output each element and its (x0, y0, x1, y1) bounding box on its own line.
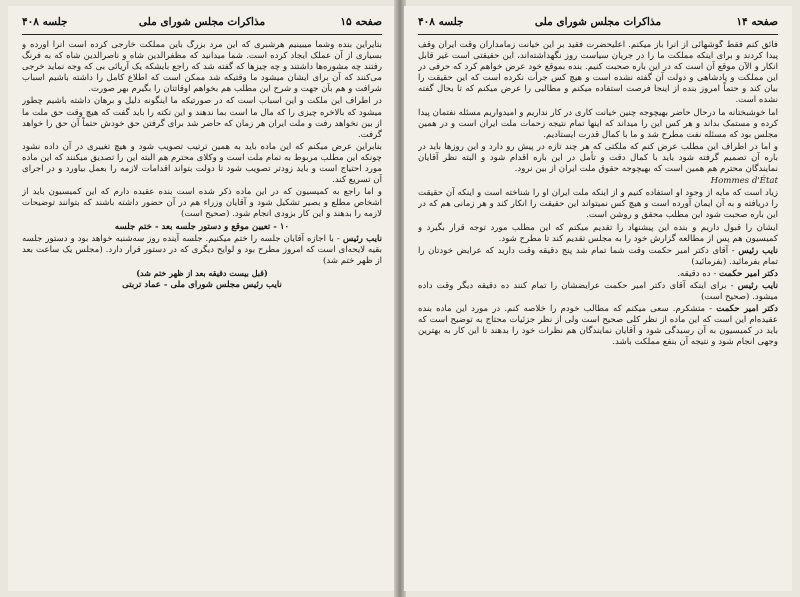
left-page-body (22, 40, 382, 581)
right-speaker-3: نایب رئیس (737, 280, 778, 291)
left-closing-paragraph (22, 234, 382, 267)
left-signature: نایب رئیس مجلس شورای ملی - عماد تربتی (122, 279, 282, 290)
right-speech-1-text: - آقای دکتر امیر حکمت وقت شما تمام شد پنج دقیقه وقت دارید که عرایض خودتان را تمام بفرمائید. (بفرمائید) (418, 245, 778, 267)
left-section-title: ۱۰ - تعیین موقع و دستور جلسه بعد - ختم جلسه (114, 221, 290, 232)
right-paragraph: و اما در اطراف این مطلب عرض کنم که ملکتی که هر چند تازه در پیش رو دارد و این روزها باید در باره آن تصمیم گرفته شود باید با کمال دقت و تأمل در این باره اقدام شود و البته نظر آقایان نمایندگان محترم هم همین است که بهیچوجه حقوق ملت ایران از بین نرود. (418, 141, 778, 175)
right-page (404, 6, 792, 591)
right-foreign-term: Hommes d'État (710, 176, 778, 187)
left-closing-note: (قبل بیست دقیقه بعد از ظهر ختم شد) (136, 267, 268, 278)
left-page-number: صفحه ۱۵ (340, 16, 382, 28)
left-page-header (22, 16, 382, 30)
right-page-session: جلسه ۴۰۸ (418, 16, 464, 28)
left-page-running-title: مذاکرات مجلس شورای ملی (138, 16, 266, 28)
left-paragraph: بتایراین بنده وشما میبینیم هرشبری که این مرد بزرگ باین مملکت خارجی کرده است آنرا آورده و بسیاری از آن عملک ایجاد کرده است. شما میدانید که مظفرالدین شاه و ناصرالدین شاه که به فرنگ رفتند چه مشوره‌ها داشتند و چه چیزها که گفته شد که راجع بایشکه یک آریائی بی که وجه نماید خرجی می‌کنند که آن برای ایشان میشود ما وقتیکه شد ممکن است که اطلاع کامل را داشته باشیم اسباب شرافت و هم بآن جهت و شرح این مطلب هم بخواهم اوقاتتان را بگیرم بهر صورت. (22, 40, 382, 95)
right-speaker-1: نایب رئیس (738, 245, 778, 256)
right-paragraph: اما خوشبختانه ما درحال حاضر بهیچوجه چنین خیانت کاری در کار نداریم و امیدواریم مسئله نفتمان پیدا کرده و مستمک بداند و هر کس این را میداند که اینها تمام نتیجه زحمات ملت ایران است و در همین مجلس بود که مسئله نفت مطرح شد و ما با کمال قدرت ایستادیم. (418, 107, 778, 140)
left-header-rule (22, 34, 382, 35)
right-speaker-2: دکتر امیر حکمت (718, 268, 778, 279)
right-speaker-4: دکتر امیر حکمت (716, 304, 778, 315)
right-paragraph: زیاد است که مایه از وجود او استفاده کنیم و از اینکه ملت ایران او را شناخته است و اینکه آن حقیقت را دریافته و به آن ایمان آورده است و هیچ کس نمیتواند این حقیقت را انکار کند و هر زمانی هم که در این باره صحبت شود این مطلب محقق و روشن است. (418, 188, 778, 221)
right-foreign-term-line (418, 176, 778, 187)
right-paragraph: ایشان را قبول داریم و بنده این پیشنهاد را تقدیم میکنم که این مطلب مورد توجه قرار بگیرد و کمیسیون هم پس از مطالعه گزارش خود را به مجلس تقدیم کند تا مطرح شود. (418, 222, 778, 244)
right-page-running-title: مذاکرات مجلس شورای ملی (534, 16, 662, 28)
right-speech-3 (418, 281, 778, 303)
right-page-body (418, 40, 778, 581)
right-speech-3-text: - برای اینکه آقای دکتر امیر حکمت عرایضشان را تمام کنند ده دقیقه دیگر وقت داده میشود. (صحیح است) (418, 280, 778, 303)
right-speech-2 (418, 269, 778, 280)
left-paragraph: و اما راجع به کمیسیون که در این ماده ذکر شده است بنده عقیده دارم که این کمیسیون باید از اشخاص مطلع و بصیر تشکیل شود و آقایان وزراء هم در آن حضور داشته باشند که بتوانند توضیحات لازمه را بدهند و این کار بزودی انجام شود. (صحیح است) (22, 187, 382, 220)
left-page (8, 6, 396, 591)
right-speech-4 (418, 304, 778, 348)
right-speech-1 (418, 246, 778, 268)
right-paragraph: فائق کنم فقط گوشهائی از آنرا باز میکنم. اعلیحضرت فقید بر این خیانت زمامداران وقت ایران وقف پیدا کردند و برای اینکه مملکت ما را در جریان سیاست روز نگهداشته‌اند، این حقیقتی است غیر قابل انکار و الآن موقع آن است که در این باره صحبت کنیم. بنده بموقع خود عرض خواهم کرد که حرفی در این مملکت و پادشاهی و دولت آن گفته نشده است و هیچ کس جرأت نکرده است که این حقیقت را بیان کند و حتماً امروز بنده از اینجا فرصت استفاده میکنم و مطالبی را عرض میکنم که تا بحال گفته نشده است. (418, 40, 778, 106)
right-page-number: صفحه ۱۴ (736, 16, 778, 28)
right-header-rule (418, 34, 778, 35)
left-paragraph: بنابراین عرض میکنم که این ماده باید به همین ترتیب تصویب شود و هیچ تغییری در آن داده نشود چونکه این مطلب مربوط به تمام ملت است و وکلای محترم هم البته این را تصدیق میکنند که این ماده مورد احتیاج است و باید زودتر تصویب شود تا دولت بتواند اقدامات لازمه را بعمل بیاورد و در اجرای آن تسریع کند. (22, 141, 382, 186)
right-page-header (418, 16, 778, 30)
right-speech-4-text: - متشکرم. سعی میکنم که مطالب خودم را خلاصه کنم. در مورد این ماده بنده عقیده‌ام این است که این ماده از نظر کلی صحیح است ولی از نظر جزئیات محتاج به توضیح است که باید در کمیسیون به آن رسیدگی شود و آقایان نمایندگان هم نظرات خود را بدهند تا این کار به بهترین وجهی انجام شود و نتیجه آن بنفع مملکت باشد. (418, 304, 778, 348)
left-paragraph: در اطراف این ملکت و این اسباب است که در صورتیکه ما اینگونه دلیل و برهان داشته باشیم چطور میشود که بالاخره چیزی را که مال ما است بما ندهند و این نکته را باید گفت که هیچ وقت حق ملت ما از بین نخواهد رفت و ملت ایران هر زمان که حاضر شد برای گرفتن حق خودش حتماً آن حق را خواهد گرفت. (22, 96, 382, 140)
right-speech-2-text: - ده دقیقه. (677, 268, 717, 279)
left-closing-text: - با اجازه آقایان جلسه را ختم میکنیم. جلسه آینده روز سه‌شنبه خواهد بود و دستور جلسه بقیه لایحه‌ای است که امروز مطرح بود و لوایح دیگری که در دستور قرار دارد. (مجلس یک ساعت بعد از ظهر ختم شد) (22, 233, 382, 266)
left-page-session: جلسه ۴۰۸ (22, 16, 68, 28)
left-speaker: نایب رئیس (342, 233, 382, 244)
